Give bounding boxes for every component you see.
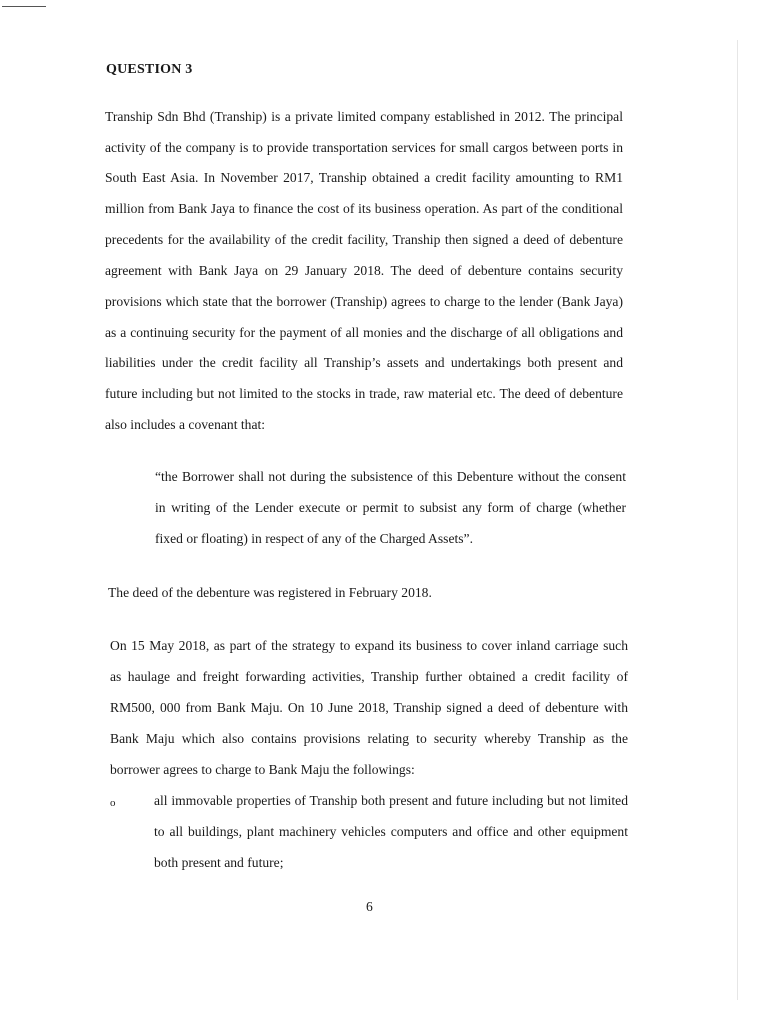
question-heading: QUESTION 3 [106,62,193,77]
para1-line: future including but not limited to the stocks in trade, raw material etc. The deed of debenture [105,386,623,401]
bullet-line: both present and future; [154,855,284,870]
quote-line: “the Borrower shall not during the subsistence of this Debenture without the consent [155,469,626,484]
para3-line: On 15 May 2018, as part of the strategy to expand its business to cover inland carriage such [110,638,628,653]
page-edge [737,40,738,1000]
para1-line: provisions which state that the borrower (Tranship) agrees to charge to the lender (Bank Jaya) [105,294,623,309]
para3-line: Bank Maju which also contains provisions relating to security whereby Tranship as the [110,731,628,746]
quote-line: fixed or floating) in respect of any of the Charged Assets”. [155,531,473,546]
para1-line: precedents for the availability of the credit facility, Tranship then signed a deed of debenture [105,232,623,247]
para3-line: as haulage and freight forwarding activities, Tranship further obtained a credit facility of [110,669,628,684]
para3-line: borrower agrees to charge to Bank Maju the followings: [110,762,415,777]
para1-line: as a continuing security for the payment of all monies and the discharge of all obligations and [105,325,623,340]
para1-line: activity of the company is to provide transportation services for small cargos between ports in [105,140,623,155]
quote-line: in writing of the Lender execute or permit to subsist any form of charge (whether [155,500,626,515]
bullet-icon: o [110,797,116,809]
para1-line: also includes a covenant that: [105,417,266,432]
para1-line: million from Bank Jaya to finance the cost of its business operation. As part of the conditional [105,201,623,216]
para1-line: agreement with Bank Jaya on 29 January 2018. The deed of debenture contains security [105,263,623,278]
para2-line: The deed of the debenture was registered in February 2018. [108,585,432,600]
bullet-line: to all buildings, plant machinery vehicles computers and office and other equipment [154,824,628,839]
bullet-line: all immovable properties of Tranship both present and future including but not limited [154,793,628,808]
scan-mark [2,6,46,7]
para1-line: South East Asia. In November 2017, Tranship obtained a credit facility amounting to RM1 [105,170,623,185]
page-number: 6 [366,899,373,914]
para3-line: RM500, 000 from Bank Maju. On 10 June 2018, Tranship signed a deed of debenture with [110,700,628,715]
para1-line: liabilities under the credit facility all Tranship’s assets and undertakings both present and [105,355,623,370]
para1-line: Tranship Sdn Bhd (Tranship) is a private limited company established in 2012. The principal [105,109,623,124]
